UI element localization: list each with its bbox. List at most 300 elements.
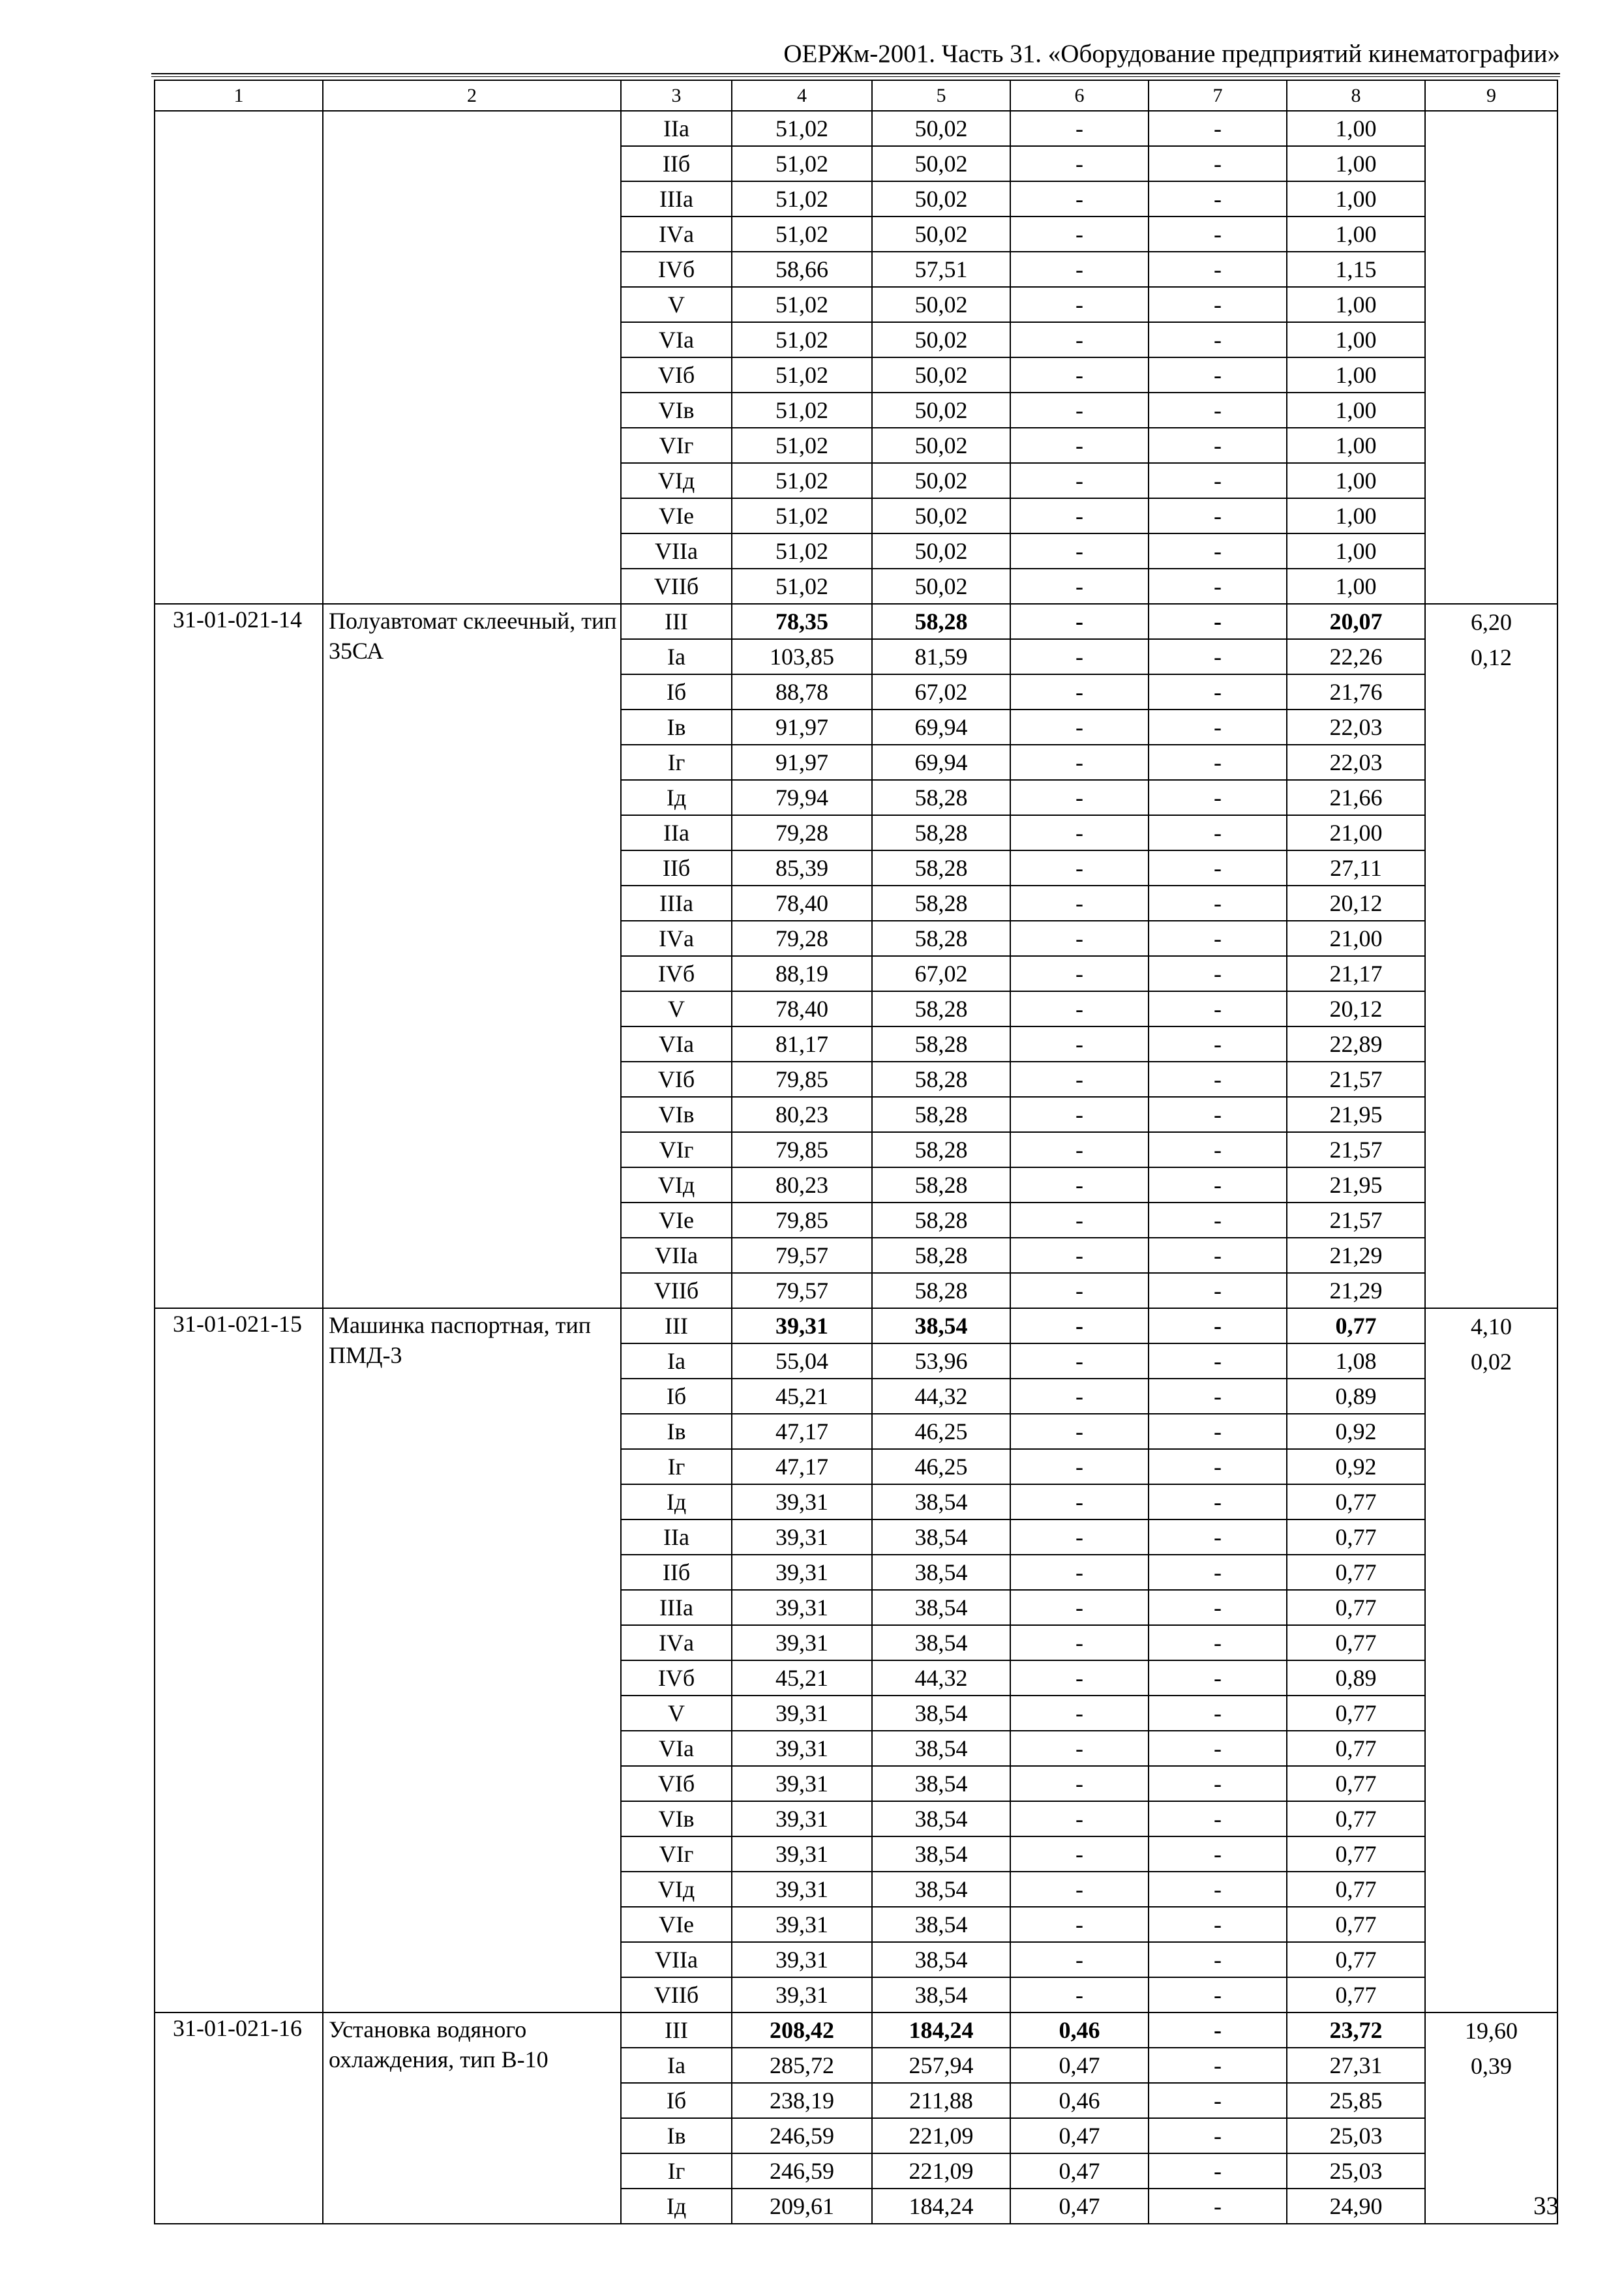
value-cell: -	[1010, 252, 1149, 287]
value-cell: 67,02	[872, 956, 1010, 991]
value-cell: -	[1149, 1731, 1287, 1766]
value-cell: 221,09	[872, 2153, 1010, 2189]
value-cell: -	[1010, 1238, 1149, 1273]
value-cell: -	[1010, 1308, 1149, 1343]
value-cell: 21,95	[1287, 1167, 1425, 1203]
value-cell: -	[1010, 393, 1149, 428]
value-cell: 1,00	[1287, 498, 1425, 533]
value-cell: 0,77	[1287, 1519, 1425, 1555]
value-cell: -	[1149, 1801, 1287, 1836]
zone-cell: VIв	[621, 1801, 732, 1836]
value-cell: 1,00	[1287, 287, 1425, 322]
zone-cell: IIа	[621, 815, 732, 850]
value-cell: -	[1010, 604, 1149, 639]
zone-cell: VIе	[621, 1203, 732, 1238]
value-cell: 103,85	[732, 639, 872, 674]
zone-cell: IIа	[621, 111, 732, 146]
value-cell: 67,02	[872, 674, 1010, 710]
zone-cell: Iд	[621, 780, 732, 815]
zone-cell: VIа	[621, 322, 732, 357]
zone-cell: VIб	[621, 1766, 732, 1801]
value-cell: -	[1149, 639, 1287, 674]
value-cell: -	[1010, 428, 1149, 463]
column-number: 2	[323, 80, 621, 111]
value-cell: 39,31	[732, 1555, 872, 1590]
value-cell: 50,02	[872, 217, 1010, 252]
value-cell: -	[1149, 1696, 1287, 1731]
value-cell: -	[1149, 357, 1287, 393]
zone-cell: VIа	[621, 1026, 732, 1062]
value-cell: -	[1149, 1907, 1287, 1942]
zone-cell: VIд	[621, 1167, 732, 1203]
value-cell: -	[1010, 569, 1149, 604]
value-cell: 55,04	[732, 1343, 872, 1379]
value-cell: 79,57	[732, 1238, 872, 1273]
zone-cell: III	[621, 2012, 732, 2048]
value-cell: -	[1010, 850, 1149, 886]
zone-cell: VIIа	[621, 1238, 732, 1273]
value-cell: 23,72	[1287, 2012, 1425, 2048]
value-cell: -	[1010, 886, 1149, 921]
zone-cell: IIа	[621, 1519, 732, 1555]
value-cell: 78,35	[732, 604, 872, 639]
value-cell: 0,46	[1010, 2083, 1149, 2118]
zone-cell: VIв	[621, 1097, 732, 1132]
value-cell: 39,31	[732, 1308, 872, 1343]
value-cell: -	[1010, 1062, 1149, 1097]
value-cell: 38,54	[872, 1696, 1010, 1731]
value-cell: 51,02	[732, 393, 872, 428]
value-cell: -	[1010, 1343, 1149, 1379]
value-cell: 46,25	[872, 1414, 1010, 1449]
zone-cell: Iв	[621, 710, 732, 745]
value-cell: -	[1149, 533, 1287, 569]
zone-cell: VIб	[621, 1062, 732, 1097]
value-cell: -	[1010, 1026, 1149, 1062]
value-cell: 69,94	[872, 745, 1010, 780]
value-cell: 38,54	[872, 1872, 1010, 1907]
value-cell: -	[1010, 1801, 1149, 1836]
value-cell: 39,31	[732, 1625, 872, 1660]
value-cell: -	[1149, 322, 1287, 357]
value-cell: -	[1010, 921, 1149, 956]
zone-cell: VIг	[621, 1836, 732, 1872]
value-cell: -	[1010, 1484, 1149, 1519]
resource-name-cell: Установка водяного охлаждения, тип В-10	[323, 2012, 621, 2224]
value-cell: -	[1010, 639, 1149, 674]
value-cell: 0,77	[1287, 1484, 1425, 1519]
value-cell: 51,02	[732, 569, 872, 604]
value-cell: -	[1149, 463, 1287, 498]
value-cell: 0,77	[1287, 1942, 1425, 1977]
resource-code-cell	[155, 111, 323, 604]
value-cell: 44,32	[872, 1660, 1010, 1696]
value-cell: 39,31	[732, 1942, 872, 1977]
zone-cell: Iв	[621, 2118, 732, 2153]
value-cell: -	[1149, 1555, 1287, 1590]
zone-cell: IVб	[621, 1660, 732, 1696]
zone-cell: VIе	[621, 1907, 732, 1942]
value-cell: 47,17	[732, 1449, 872, 1484]
value-cell: -	[1010, 710, 1149, 745]
table-row	[155, 1308, 1557, 1343]
value-cell: 21,57	[1287, 1203, 1425, 1238]
value-cell: -	[1149, 1977, 1287, 2012]
value-cell: -	[1010, 322, 1149, 357]
value-cell: 51,02	[732, 322, 872, 357]
col9-cell	[1425, 1308, 1557, 2012]
value-cell: 257,94	[872, 2048, 1010, 2083]
value-cell: 79,28	[732, 815, 872, 850]
value-cell: -	[1010, 1414, 1149, 1449]
value-cell: -	[1010, 1555, 1149, 1590]
value-cell: 1,00	[1287, 111, 1425, 146]
column-number: 7	[1149, 80, 1287, 111]
column-number: 6	[1010, 80, 1149, 111]
value-cell: -	[1149, 780, 1287, 815]
zone-cell: IVб	[621, 252, 732, 287]
value-cell: -	[1149, 1167, 1287, 1203]
value-cell: 91,97	[732, 745, 872, 780]
value-cell: 51,02	[732, 463, 872, 498]
value-cell: -	[1010, 1449, 1149, 1484]
value-cell: -	[1010, 745, 1149, 780]
value-cell: 0,47	[1010, 2189, 1149, 2224]
value-cell: 1,00	[1287, 393, 1425, 428]
value-cell: -	[1149, 956, 1287, 991]
value-cell: 88,19	[732, 956, 872, 991]
zone-cell: VIв	[621, 393, 732, 428]
value-cell: 38,54	[872, 1766, 1010, 1801]
value-cell: 21,00	[1287, 815, 1425, 850]
value-cell: 58,28	[872, 604, 1010, 639]
value-cell: -	[1010, 1836, 1149, 1872]
value-cell: -	[1149, 2153, 1287, 2189]
value-cell: -	[1010, 533, 1149, 569]
value-cell: 58,28	[872, 1097, 1010, 1132]
value-cell: 238,19	[732, 2083, 872, 2118]
value-cell: 0,47	[1010, 2153, 1149, 2189]
value-cell: -	[1149, 710, 1287, 745]
value-cell: 51,02	[732, 533, 872, 569]
value-cell: 39,31	[732, 1801, 872, 1836]
value-cell: 246,59	[732, 2153, 872, 2189]
value-cell: 0,89	[1287, 1660, 1425, 1696]
value-cell: 21,95	[1287, 1097, 1425, 1132]
value-cell: 50,02	[872, 569, 1010, 604]
value-cell: 25,03	[1287, 2153, 1425, 2189]
value-cell: 58,66	[732, 252, 872, 287]
resource-name-cell	[323, 111, 621, 604]
value-cell: -	[1010, 463, 1149, 498]
zone-cell: IVа	[621, 1625, 732, 1660]
value-cell: 38,54	[872, 1977, 1010, 2012]
value-cell: 50,02	[872, 181, 1010, 217]
value-cell: 27,11	[1287, 850, 1425, 886]
value-cell: -	[1010, 111, 1149, 146]
value-cell: -	[1149, 604, 1287, 639]
zone-cell: Iг	[621, 1449, 732, 1484]
zone-cell: V	[621, 287, 732, 322]
value-cell: 184,24	[872, 2189, 1010, 2224]
value-cell: 209,61	[732, 2189, 872, 2224]
value-cell: 0,77	[1287, 1977, 1425, 2012]
value-cell: 246,59	[732, 2118, 872, 2153]
value-cell: -	[1010, 1625, 1149, 1660]
value-cell: -	[1149, 1097, 1287, 1132]
value-cell: 38,54	[872, 1590, 1010, 1625]
value-cell: -	[1149, 1026, 1287, 1062]
value-cell: 38,54	[872, 1836, 1010, 1872]
zone-cell: VIIб	[621, 569, 732, 604]
value-cell: -	[1149, 2189, 1287, 2224]
value-cell: -	[1149, 1238, 1287, 1273]
value-cell: 21,29	[1287, 1273, 1425, 1308]
value-cell: 1,15	[1287, 252, 1425, 287]
zone-cell: VIIа	[621, 1942, 732, 1977]
value-cell: -	[1149, 2048, 1287, 2083]
zone-cell: Iв	[621, 1414, 732, 1449]
value-cell: 38,54	[872, 1801, 1010, 1836]
value-cell: 38,54	[872, 1308, 1010, 1343]
zone-cell: IVб	[621, 956, 732, 991]
value-cell: -	[1149, 393, 1287, 428]
column-number: 1	[155, 80, 323, 111]
col9-value: 0,12	[1471, 644, 1512, 670]
value-cell: -	[1010, 1942, 1149, 1977]
value-cell: 91,97	[732, 710, 872, 745]
value-cell: 50,02	[872, 498, 1010, 533]
value-cell: 221,09	[872, 2118, 1010, 2153]
value-cell: 47,17	[732, 1414, 872, 1449]
value-cell: 45,21	[732, 1379, 872, 1414]
value-cell: 79,94	[732, 780, 872, 815]
value-cell: 39,31	[732, 1977, 872, 2012]
value-cell: 1,00	[1287, 217, 1425, 252]
value-cell: -	[1149, 1449, 1287, 1484]
zone-cell: IIIа	[621, 181, 732, 217]
zone-cell: VIб	[621, 357, 732, 393]
value-cell: 25,85	[1287, 2083, 1425, 2118]
value-cell: -	[1149, 850, 1287, 886]
value-cell: 22,89	[1287, 1026, 1425, 1062]
value-cell: 79,85	[732, 1132, 872, 1167]
value-cell: 21,00	[1287, 921, 1425, 956]
value-cell: -	[1149, 1203, 1287, 1238]
value-cell: -	[1149, 2118, 1287, 2153]
value-cell: -	[1010, 1273, 1149, 1308]
zone-cell: Iг	[621, 745, 732, 780]
value-cell: -	[1149, 287, 1287, 322]
value-cell: 1,08	[1287, 1343, 1425, 1379]
value-cell: -	[1010, 1519, 1149, 1555]
table-row	[155, 604, 1557, 639]
value-cell: 0,77	[1287, 1625, 1425, 1660]
col9-value: 0,39	[1471, 2053, 1512, 2079]
zone-cell: VIIб	[621, 1977, 732, 2012]
value-cell: -	[1010, 357, 1149, 393]
table-row	[155, 2012, 1557, 2048]
value-cell: 21,76	[1287, 674, 1425, 710]
zone-cell: VIе	[621, 498, 732, 533]
value-cell: 0,77	[1287, 1590, 1425, 1625]
zone-cell: IVа	[621, 217, 732, 252]
value-cell: -	[1010, 1907, 1149, 1942]
value-cell: -	[1010, 146, 1149, 181]
zone-cell: Iа	[621, 2048, 732, 2083]
zone-cell: VIIа	[621, 533, 732, 569]
value-cell: -	[1149, 815, 1287, 850]
zone-cell: III	[621, 1308, 732, 1343]
value-cell: 58,28	[872, 780, 1010, 815]
value-cell: 57,51	[872, 252, 1010, 287]
value-cell: -	[1149, 1132, 1287, 1167]
zone-cell: IIIа	[621, 886, 732, 921]
value-cell: 45,21	[732, 1660, 872, 1696]
value-cell: -	[1010, 1379, 1149, 1414]
value-cell: 51,02	[732, 111, 872, 146]
value-cell: 21,66	[1287, 780, 1425, 815]
value-cell: 38,54	[872, 1555, 1010, 1590]
zone-cell: Iб	[621, 2083, 732, 2118]
value-cell: 1,00	[1287, 569, 1425, 604]
value-cell: 211,88	[872, 2083, 1010, 2118]
value-cell: 79,85	[732, 1203, 872, 1238]
value-cell: 51,02	[732, 498, 872, 533]
value-cell: -	[1010, 498, 1149, 533]
value-cell: 21,29	[1287, 1238, 1425, 1273]
value-cell: 58,28	[872, 1273, 1010, 1308]
value-cell: -	[1149, 569, 1287, 604]
value-cell: 39,31	[732, 1696, 872, 1731]
value-cell: -	[1149, 1379, 1287, 1414]
zone-cell: V	[621, 991, 732, 1026]
column-number: 3	[621, 80, 732, 111]
value-cell: 69,94	[872, 710, 1010, 745]
value-cell: -	[1010, 815, 1149, 850]
value-cell: 22,03	[1287, 745, 1425, 780]
value-cell: -	[1149, 1062, 1287, 1097]
value-cell: 88,78	[732, 674, 872, 710]
zone-cell: VIIб	[621, 1273, 732, 1308]
value-cell: 51,02	[732, 217, 872, 252]
zone-cell: IIIа	[621, 1590, 732, 1625]
value-cell: 78,40	[732, 886, 872, 921]
value-cell: 51,02	[732, 181, 872, 217]
value-cell: 1,00	[1287, 533, 1425, 569]
value-cell: 58,28	[872, 991, 1010, 1026]
value-cell: 38,54	[872, 1484, 1010, 1519]
value-cell: 50,02	[872, 533, 1010, 569]
value-cell: -	[1010, 1660, 1149, 1696]
value-cell: 21,17	[1287, 956, 1425, 991]
value-cell: 85,39	[732, 850, 872, 886]
value-cell: 39,31	[732, 1907, 872, 1942]
value-cell: 0,46	[1010, 2012, 1149, 2048]
value-cell: 0,77	[1287, 1801, 1425, 1836]
value-cell: 50,02	[872, 146, 1010, 181]
zone-cell: Iа	[621, 1343, 732, 1379]
table-body	[155, 80, 1557, 2224]
value-cell: 38,54	[872, 1731, 1010, 1766]
value-cell: -	[1149, 1414, 1287, 1449]
value-cell: -	[1149, 1872, 1287, 1907]
zone-cell: Iд	[621, 2189, 732, 2224]
value-cell: -	[1149, 498, 1287, 533]
zone-cell: IVа	[621, 921, 732, 956]
value-cell: -	[1149, 1942, 1287, 1977]
value-cell: -	[1149, 1308, 1287, 1343]
value-cell: 51,02	[732, 146, 872, 181]
column-number: 8	[1287, 80, 1425, 111]
value-cell: 38,54	[872, 1907, 1010, 1942]
value-cell: -	[1010, 217, 1149, 252]
value-cell: 1,00	[1287, 463, 1425, 498]
value-cell: -	[1010, 181, 1149, 217]
value-cell: 50,02	[872, 463, 1010, 498]
column-number-row	[155, 80, 1557, 111]
value-cell: 46,25	[872, 1449, 1010, 1484]
zone-cell: III	[621, 604, 732, 639]
value-cell: 0,47	[1010, 2118, 1149, 2153]
value-cell: 20,12	[1287, 991, 1425, 1026]
value-cell: 0,77	[1287, 1907, 1425, 1942]
value-cell: 39,31	[732, 1766, 872, 1801]
value-cell: 79,85	[732, 1062, 872, 1097]
page-number: 33	[1533, 2192, 1559, 2220]
value-cell: -	[1149, 252, 1287, 287]
value-cell: 0,77	[1287, 1766, 1425, 1801]
value-cell: -	[1010, 1977, 1149, 2012]
value-cell: -	[1010, 956, 1149, 991]
value-cell: 58,28	[872, 850, 1010, 886]
col9-cell	[1425, 604, 1557, 1308]
value-cell: 38,54	[872, 1625, 1010, 1660]
value-cell: 80,23	[732, 1167, 872, 1203]
column-number: 4	[732, 80, 872, 111]
resource-code-cell: 31-01-021-16	[155, 2012, 323, 2224]
value-cell: -	[1149, 1273, 1287, 1308]
value-cell: 58,28	[872, 886, 1010, 921]
value-cell: -	[1010, 1132, 1149, 1167]
running-header: ОЕРЖм-2001. Часть 31. «Оборудование предприятий кинематографии»	[783, 40, 1560, 68]
value-cell: 44,32	[872, 1379, 1010, 1414]
col9-cell	[1425, 111, 1557, 604]
column-number: 5	[872, 80, 1010, 111]
value-cell: -	[1149, 1590, 1287, 1625]
value-cell: -	[1010, 1766, 1149, 1801]
value-cell: 22,26	[1287, 639, 1425, 674]
value-cell: -	[1010, 1872, 1149, 1907]
value-cell: 0,77	[1287, 1872, 1425, 1907]
value-cell: 39,31	[732, 1731, 872, 1766]
value-cell: -	[1010, 991, 1149, 1026]
value-cell: 50,02	[872, 357, 1010, 393]
value-cell: 39,31	[732, 1872, 872, 1907]
value-cell: 58,28	[872, 815, 1010, 850]
value-cell: 39,31	[732, 1519, 872, 1555]
value-cell: 39,31	[732, 1484, 872, 1519]
header-rule	[151, 73, 1560, 77]
value-cell: 0,89	[1287, 1379, 1425, 1414]
value-cell: -	[1149, 991, 1287, 1026]
resource-name-cell: Машинка паспортная, тип ПМД-3	[323, 1308, 621, 2012]
value-cell: 0,47	[1010, 2048, 1149, 2083]
value-cell: -	[1010, 674, 1149, 710]
value-cell: -	[1149, 111, 1287, 146]
value-cell: 0,77	[1287, 1308, 1425, 1343]
zone-cell: Iб	[621, 1379, 732, 1414]
